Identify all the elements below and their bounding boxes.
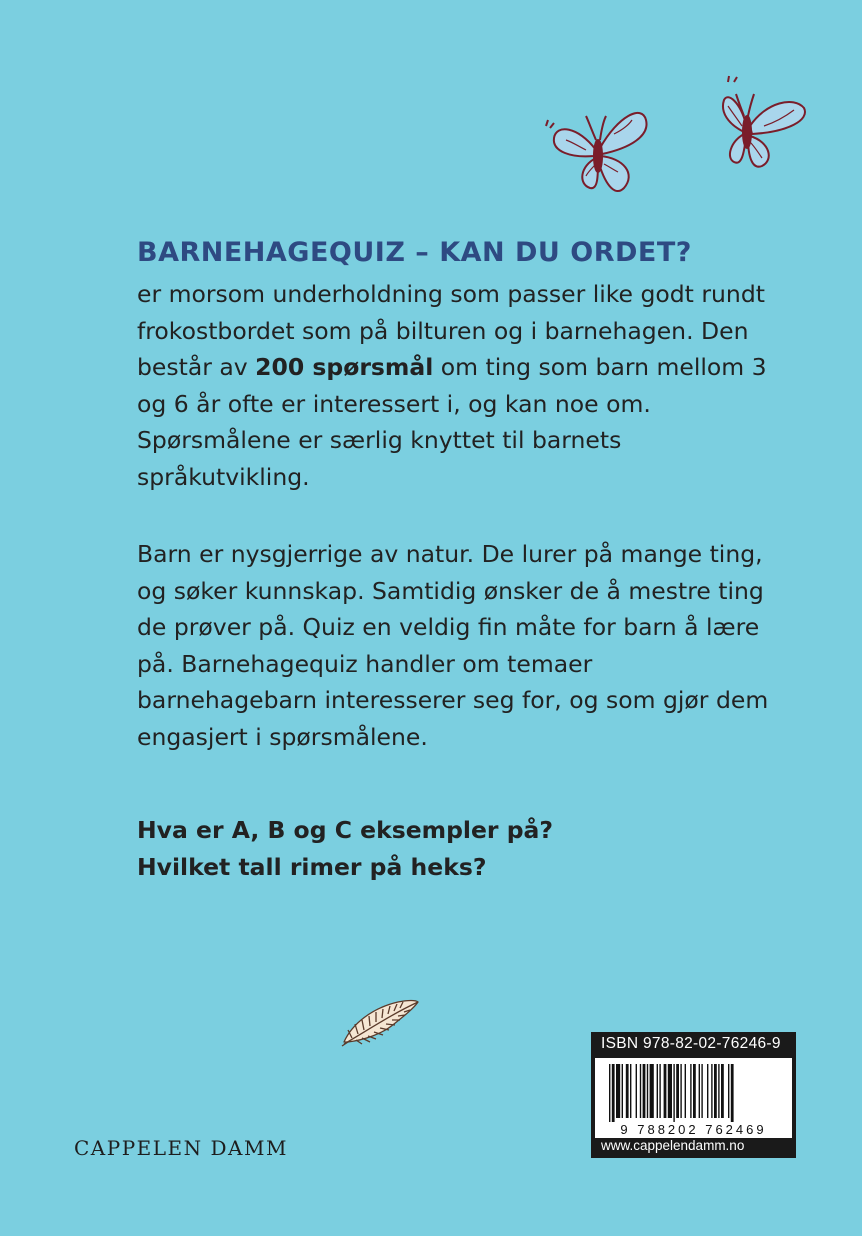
barcode-bar bbox=[680, 1064, 681, 1118]
sample-question: Hva er A, B og C eksempler på? bbox=[137, 816, 554, 844]
barcode-bar bbox=[693, 1064, 696, 1118]
barcode-bar bbox=[731, 1064, 734, 1122]
barcode-bar bbox=[668, 1064, 672, 1118]
isbn-label: ISBN 978-82-02-76246-9 bbox=[601, 1035, 781, 1052]
butterfly-icon bbox=[538, 96, 658, 206]
barcode-bar bbox=[640, 1064, 641, 1118]
barcode-bar bbox=[659, 1064, 660, 1118]
publisher-website: www.cappelendamm.no bbox=[601, 1138, 745, 1153]
paragraph-1-highlight: 200 spørsmål bbox=[255, 353, 434, 381]
barcode-bar bbox=[630, 1064, 631, 1118]
isbn-barcode-box bbox=[591, 1032, 796, 1158]
barcode bbox=[595, 1058, 792, 1138]
barcode-bar bbox=[690, 1064, 691, 1118]
barcode-bar bbox=[664, 1064, 667, 1118]
barcode-bar bbox=[699, 1064, 700, 1118]
barcode-bar bbox=[650, 1064, 654, 1118]
barcode-bar bbox=[728, 1064, 729, 1118]
description-paragraph-1 bbox=[137, 276, 777, 495]
sample-questions bbox=[137, 812, 777, 886]
barcode-bars bbox=[609, 1064, 779, 1122]
barcode-bar bbox=[673, 1064, 674, 1122]
paragraph-1-start: er morsom underholdning som passer like godt rundt frokostbordet som på bilturen og i barnehagen. Den består av bbox=[137, 280, 765, 381]
barcode-bar bbox=[622, 1064, 623, 1118]
description-paragraph-2: Barn er nysgjerrige av natur. De lurer på mange ting, og søker kunnskap. Samtidig ønsker de å mestre ting de prøver på. Quiz en veldig fin måte for barn å lære på. Barnehagequiz handler om temaer barnehagebarn interesserer seg for, og som gjør dem engasjert i spørsmålene. bbox=[137, 540, 769, 751]
barcode-bar bbox=[612, 1064, 615, 1122]
feather-icon bbox=[338, 994, 422, 1050]
barcode-bar bbox=[718, 1064, 719, 1118]
barcode-digits: 9 788202 762469 bbox=[620, 1122, 767, 1137]
butterfly-icon bbox=[710, 72, 818, 182]
barcode-bar bbox=[685, 1064, 686, 1118]
barcode-bar bbox=[701, 1064, 702, 1118]
sample-question: Hvilket tall rimer på heks? bbox=[137, 853, 487, 881]
barcode-bar bbox=[711, 1064, 712, 1118]
barcode-bar bbox=[714, 1064, 717, 1118]
publisher-logo: CAPPELEN DAMM bbox=[74, 1136, 288, 1160]
barcode-bar bbox=[657, 1064, 658, 1118]
barcode-bar bbox=[626, 1064, 629, 1118]
barcode-bar bbox=[643, 1064, 646, 1118]
paragraph-1-end: om ting som barn mellom 3 og 6 år ofte er interessert i, og kan noe om. Spørsmålene er særlig knyttet til barnets språkutvikling. bbox=[137, 353, 767, 491]
barcode-bar bbox=[721, 1064, 724, 1118]
barcode-bar bbox=[707, 1064, 708, 1118]
barcode-bar bbox=[647, 1064, 648, 1118]
barcode-bar bbox=[676, 1064, 679, 1118]
barcode-bar bbox=[636, 1064, 637, 1118]
barcode-bar bbox=[609, 1064, 610, 1122]
book-title: BARNEHAGEQUIZ – KAN DU ORDET? bbox=[137, 237, 692, 268]
barcode-bar bbox=[616, 1064, 620, 1118]
